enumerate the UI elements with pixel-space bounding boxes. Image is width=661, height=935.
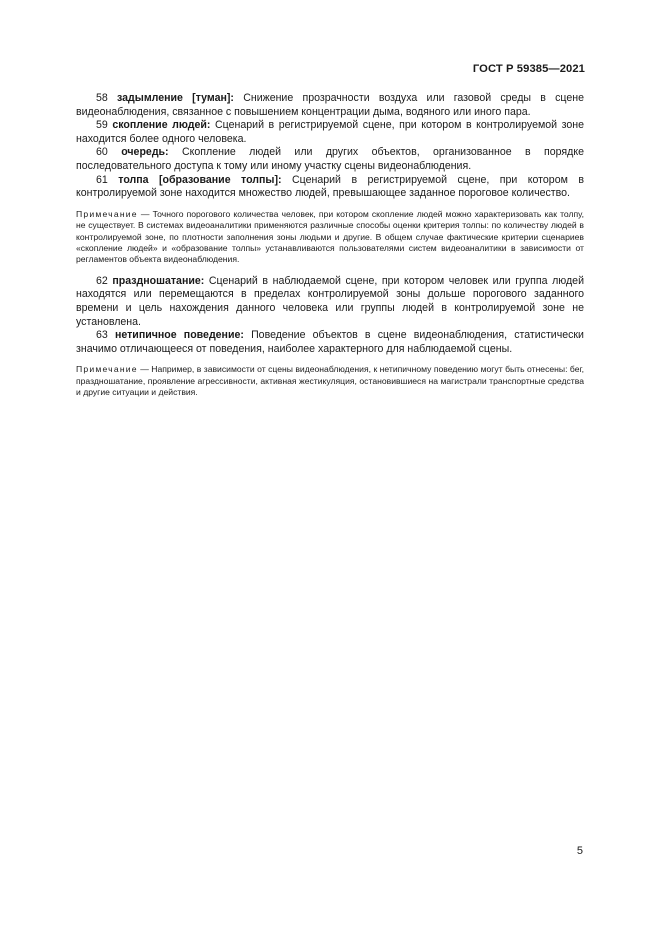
term-name: толпа [образование толпы]: <box>118 173 282 186</box>
term-name: нетипичное поведение: <box>114 329 244 342</box>
term-definition: Сценарий в регистрируемой сцене, при котором в контролируемой зоне находится множество людей, превышающее заданное пороговое количество. <box>76 173 584 200</box>
term-number: 61 <box>96 173 108 186</box>
term-entry-62 <box>76 275 584 329</box>
standard-code: ГОСТ Р 59385—2021 <box>472 63 585 75</box>
note-crowd <box>76 209 584 266</box>
term-entry-60 <box>76 146 584 173</box>
term-entry-59 <box>76 119 584 146</box>
term-entry-58 <box>76 92 584 119</box>
note-label: Примечание <box>76 208 138 219</box>
term-entry-63 <box>76 329 584 356</box>
term-definition: Скопление людей или других объектов, организованное в порядке последовательного доступа к тому или иному участку сцены видеонаблюдения. <box>76 146 584 172</box>
term-definition: Сценарий в регистрируемой сцене, при котором в контролируемой зоне находится более одного человека. <box>76 119 585 145</box>
term-name: очередь: <box>121 146 169 159</box>
term-number: 58 <box>96 92 108 104</box>
term-name: скопление людей: <box>112 119 211 132</box>
term-number: 63 <box>96 329 108 342</box>
term-name: праздношатание: <box>112 274 205 287</box>
term-definition: Сценарий в наблюдаемой сцене, при котором человек или группа людей находятся или перемещаются в пределах контролируемой зоны дольше порогового заданного времени и цель нахождения данного человека или группы людей в контролируемой зоне не установлена. <box>76 274 584 328</box>
term-name: задымление [туман]: <box>117 92 234 104</box>
term-definition: Снижение прозрачности воздуха или газовой среды в сцене видеонаблюдения, связанное с повышением концентрации дыма, водяного или иного пара. <box>76 92 584 118</box>
note-text: — Точного порогового количества человек, при котором скопление людей можно характеризовать как толпу, не существует. В системах видеоаналитики применяются различные способы оценки критерия толпы: по количеству людей в контролируемой зоне, по плотности заполнения зоны людьми и другие. В общем случае фактические критерии сценариев «скопление людей» и «образование толпы» устанавливаются пользователями систем видеоаналитики в зависимости от регламентов объекта видеонаблюдения. <box>76 208 584 265</box>
note-label: Примечание <box>76 364 138 375</box>
term-definition: Поведение объектов в сцене видеонаблюдения, статистически значимо отличающееся от поведения, наиболее характерного для наблюдаемой сцены. <box>76 329 584 355</box>
term-entry-61 <box>76 174 584 201</box>
term-number: 62 <box>96 274 108 287</box>
document-body <box>76 92 584 408</box>
term-number: 60 <box>96 146 108 159</box>
note-text: — Например, в зависимости от сцены видеонаблюдения, к нетипичному поведению могут быть отнесены: бег, праздношатание, проявление агрессивности, активная жестикуляция, остановившиеся на магистрали транспортные средства и другие ситуации и действия. <box>76 364 584 398</box>
note-atypical-behavior <box>76 364 584 398</box>
page-number: 5 <box>576 845 583 857</box>
term-number: 59 <box>96 119 108 132</box>
